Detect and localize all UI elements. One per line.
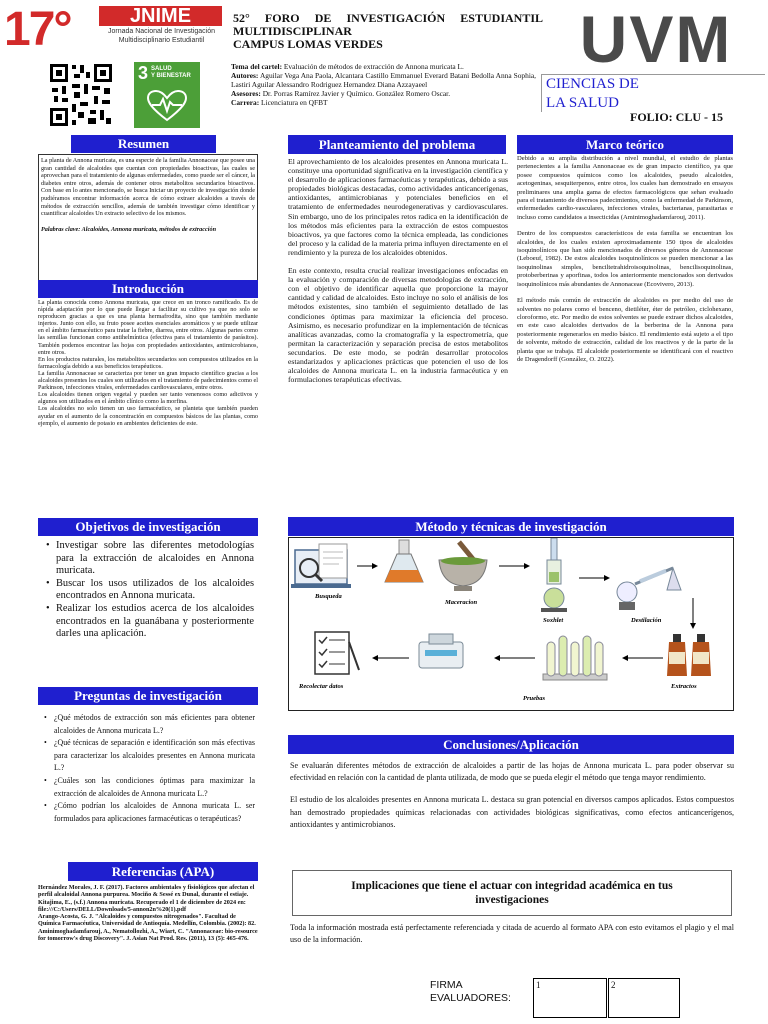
autores-value: Aguilar Vega Ana Paola, Alcantara Castillo Emmanuel Everard Batani Bedolla Anna Sophia, Lastiri Aguilar Alessandro Rodriguez Hernandez Diana Azzayaeel [231, 71, 536, 89]
step-label: Soxhlet [543, 617, 564, 624]
lab-equipment-icon [419, 634, 463, 668]
marco-body [517, 155, 733, 364]
carrera-value: Licenciatura en QFBT [261, 98, 328, 107]
planteamiento-paragraph: El aprovechamiento de los alcaloides presentes en Annona muricata L. constituye una oportunidad significativa en la investigación científica y el desarrollo de aplicaciones farmacéuticas y terapéuticas, debido a sus propiedades biológicas destacadas, como actividades anticancerígenas, antioxidantes, antimicrobianas y potenciales beneficios en el tratamiento de enfermedades neurodegenerativas y cardiovasculares. Sin embargo, uno de los principales retos radica en la identificación de los métodos más eficientes para la extracción de estos compuestos bioactivos, ya que factores como la técnica empleada, las condiciones del proceso y la calidad de la materia prima influyen directamente en el rendimiento y la pureza de los alcaloides obtenidos. [288, 157, 508, 257]
step-label: Recolectar datos [299, 683, 344, 690]
heartbeat-icon [146, 90, 188, 122]
sdg3-badge [134, 62, 200, 128]
firma-label-2: EVALUADORES: [430, 992, 511, 1004]
preguntas-list [44, 712, 255, 825]
referencias-header: Referencias (APA) [68, 862, 258, 881]
pregunta-item: • ¿Qué métodos de extracción son más eficientes para obtener alcaloides de Annona muricata L.? [44, 712, 255, 737]
jnime-subtitle-1: Jornada Nacional de Investigación [107, 28, 215, 35]
sdg-label-2: Y BIENESTAR [151, 73, 191, 79]
referencias-list [38, 884, 260, 942]
evaluator-1-signature-box[interactable] [533, 978, 607, 1018]
carrera-row [231, 98, 536, 107]
autores-label: Autores: [231, 71, 259, 80]
intro-paragraph: La planta conocida como Annona muricata, que crece en un tronco ramificado. Es de rápida adaptación por lo que puede llegar a facilitar su cultivo ya que no solo se reproducen gracias a que es una planta hermafrodita, sino que también mediante injertos. Junto con ello, su fruto posee aceites esenciales aromáticos y se puede utilizar en el ámbito farmacéutico para tratar la fiebre, diarrea, entre otros. Algunas partes como las semillas funcionan como antihelmíntica (efectiva para el tratamiento de parásitos). También podemos encontrar las hojas con propiedades antioxidantes, antimicrobianos, entre otros. [38, 299, 258, 356]
marco-header: Marco teórico [517, 135, 733, 154]
planteamiento-paragraph: En este contexto, resulta crucial realizar investigaciones enfocadas en la evaluación y comparación de diversas metodologías de extracción, con el objetivo de identificar aquella que proporcione la mayor cantidad y calidad de alcaloides. Esto incluye no solo el análisis de los métodos existentes, sino también el seguimiento detallado de las condiciones óptimas para maximizar la eficiencia del proceso. Asimismo, es necesario profundizar en la implementación de técnicas analíticas avanzadas, como la cromatografía y la espectrometría, que permitan la caracterización y separación precisa de estos metabolitos secundarios. De este modo, se podrán desarrollar protocolos estandarizados y aplicaciones prácticas que potencien el uso de los alcaloides de Annona muricata L. en la industria farmacéutica y en formulaciones terapéuticas efectivas. [288, 266, 508, 385]
evaluator-2-signature-box[interactable] [608, 978, 680, 1018]
integridad-box [292, 870, 732, 916]
marco-paragraph: El método más común de extracción de alcaloides es por medio del uso de solventes no polares como el benceno, dietiléter, éter de petróleo, ciclohexano, cloroformo, etc. Por medio de estos solventes se puede extraer dichos alcaloides, en este caso alcaloides derivados de la berberina de la Annona para posteriormente regenerarlos en medio básico. El rendimiento está sujeto a el tipo de solvente, método de extracción, calidad de los reactivos y de la parte de la planta que se trabaja. El alcaloide posteriormente se identificará con el reactivo de Dragendorff (González, O. 2022). [517, 297, 733, 363]
integridad-title: Implicaciones que tiene el actuar con integridad académica en tus investigaciones [351, 880, 673, 906]
conclusion-paragraph: El estudio de los alcaloides presentes en Annona muricata L. destaca su gran potencial en diversos campos aplicados. Estos compuestos han demostrado propiedades químicas relacionadas con actividades biológicas significativas, como efectos anticancerígenos, antioxidantes y antimicrobianos. [290, 795, 734, 829]
planteamiento-header: Planteamiento del problema [288, 135, 506, 154]
area-line-2: LA SALUD [546, 95, 619, 111]
extract-bottles-icon [667, 634, 711, 676]
edition-number: 17° [4, 3, 71, 56]
flask-icon [385, 540, 423, 582]
carrera-label: Carrera: [231, 98, 260, 107]
area-box [541, 74, 765, 112]
firma-label [430, 979, 511, 1005]
referencia-item: Arango-Acosta, G. J. "Alcaloides y compuestos nitrogenados". Facultad de Química Farmacéutica, Universidad de Antioquía. Medellín, Colombia. (2002): 82. [38, 913, 256, 928]
asesores-row [231, 89, 536, 98]
step-label: Extractos [671, 683, 697, 690]
conclusiones-body [290, 760, 734, 831]
metodo-header: Método y técnicas de investigación [288, 517, 734, 536]
sdg-label-1: SALUD [151, 66, 172, 72]
objetivo-item: • Investigar sobre las diferentes metodologías para la extracción de alcaloides en Annona muricata. [46, 540, 254, 578]
pregunta-item: • ¿Cómo podrían los alcaloides de Annona muricata L. ser formulados para aplicaciones farmacéuticas o terapéuticas? [44, 800, 255, 825]
intro-paragraph: Los alcaloides no solo tienen un uso farmacéutico, se planteta que también pueden ayudar en el aumento de la concentración en compuestos básicos de las plantas, como ejemplo, el aumento de potasio en ambientes deficientes de este. [38, 405, 258, 427]
integridad-body: Toda la información mostrada está perfectamente referenciada y citada de acuerdo al formato APA con esto evitamos el plagio y el mal uso de la información. [290, 923, 734, 944]
referencia-item: Kitajima, E., (s.f.) Annona muricata. Recuperado el 1 de diciembre de 2024 en: file:///C:/Users/DELL/Downloads/5-annon2n%20(1).pdf [38, 898, 246, 913]
referencia-item: Aminimoghadamfarouj, A., Nematollozhi, A., Wiart, C. "Annonaceae: bio-resource for tomorrow's drug Discovery". J. Asian Nat Prod. Res. (2011), 13 (5): 465-476. [38, 927, 258, 943]
jnime-logo [4, 3, 224, 58]
forum-title-line2: MULTIDISCIPLINAR [233, 24, 352, 38]
sdg-number: 3 [138, 63, 149, 83]
marco-paragraph: Dentro de los compuestos característicos de esta familia se encuentran los alcaloides, de los cuales existen aproximadamente 150 tipos de alcaloides isoquinolínicos que han sido mencionados de diversos géneros de Annonaceae (Leboeuf, 1982). De estos alcaloides isoquinolínicos se pueden mencionar a las isoquinolinas simples, benciltetrahidroisoquinolinas, bencilisoquinolinas, protoberberinas y aporfinas, todos los anteriormente mencionados son derivados isoquinolínicos más abundantes de Annonaceae (Ecovivero, 2013). [517, 230, 733, 288]
tema-label: Tema del cartel: [231, 62, 283, 71]
planteamiento-body [288, 157, 508, 384]
autores-row [231, 71, 536, 89]
intro-paragraph: Los alcaloides tienen origen vegetal y pueden ser tanto venenosos como adictivos y algunos son utilizados en el ámbito clínico como la morfina. [38, 391, 258, 406]
introduccion-body [38, 299, 258, 427]
objetivos-list [46, 540, 254, 641]
checklist-icon [315, 632, 359, 674]
resumen-body: La planta de Annona muricata, es una especie de la familia Annonaceae que posee una gran cantidad de alcaloides que cuentan con propiedades bioactivas, las cuales se aprovechan para el tratamiento de algunas enfermedades, como puede ser el cáncer, la diabetes entre otros, además de contener otros metabolitos secundarios bioactivos. Con base en lo antes mencionado, se busca Iniciar un proyecto de investigación donde pudiéramos encontrar información acerca de cómo extraer alcaloides a través de métodos de extracción sencillos, además de también investigar cómo identificar y cuantificar alcaloides Un extracto selectivo de los mismos. [41, 157, 255, 218]
objetivo-item: • Realizar los estudios acerca de los alcaloides encontrados en la guanábana y posteriormente darles una aplicación. [46, 603, 254, 641]
search-laptop-icon [291, 544, 351, 588]
forum-title-line1: 52° FORO DE INVESTIGACIÓN ESTUDIANTIL [233, 11, 543, 25]
area-line-1: CIENCIAS DE [546, 76, 639, 92]
jnime-subtitle-2: Multidisciplinario Estudiantil [118, 37, 205, 44]
uvm-logo: UVM [579, 2, 733, 76]
preguntas-header: Preguntas de investigación [38, 687, 258, 705]
asesores-label: Asesores: [231, 89, 261, 98]
tema-value: Evaluación de métodos de extracción de Annona muricata L. [283, 62, 464, 71]
conclusiones-header: Conclusiones/Aplicación [288, 735, 734, 754]
objetivos-header: Objetivos de investigación [38, 518, 258, 536]
pregunta-item: • ¿Cuáles son las condiciones óptimas para maximizar la extracción de alcaloides de Annona muricata L.? [44, 775, 255, 800]
resumen-keywords: Palabras clave: Alcaloides, Annona muricata, métodos de extracción [41, 225, 217, 233]
mortar-pestle-icon [439, 542, 487, 591]
test-tubes-icon [543, 636, 607, 680]
qr-code [48, 62, 114, 128]
marco-paragraph: Debido a su amplia distribución a nivel mundial, el estudio de plantas pertenecientes a la familia Annonaceae es de gran impacto científico, ya que posee compuestos químicos como los alcaloides, pseudo alcaloides, acetogeninas, sesquiterpenos, entre otros, los cuales han demostrado en ensayos preliminares una amplia gama de efectos farmacológicos que sehan evaluado para el tratamiento de diversos padecimientos, como la enfermedad de Parkinson, enfermedades cardio-vasculares, infecciones virales, bacterianas, parasitarias e incluso como candidatos a insecticidas (Aminimoghadamfarouj, 2011). [517, 155, 733, 221]
jnime-wordmark: JNIME [99, 6, 222, 26]
step-label: Pruebas [523, 695, 546, 702]
referencia-item: Hernández Morales, J. F. (2017). Factores ambientales y fisiológicos que afectan el perfil alcaloidal Annona purpurea. Mociño & Sessé ex Dunal, durante el estiaje. [38, 884, 255, 899]
resumen-header: Resumen [71, 135, 216, 153]
introduccion-header: Introducción [38, 280, 258, 298]
poster-metadata [231, 62, 536, 107]
conclusion-paragraph: Se evaluarán diferentes métodos de extracción de alcaloides a partir de las hojas de Annona muricata L. para poder observar su efectividad en relación con la cantidad de planta utilizada, de modo que se pueda elegir el método que tenga mayor rendimiento. [290, 761, 734, 783]
tema-row [231, 62, 536, 71]
step-label: Maceracion [445, 599, 478, 606]
soxhlet-apparatus-icon [541, 538, 567, 612]
folio: FOLIO: CLU - 15 [630, 110, 723, 124]
metodo-diagram [288, 537, 734, 711]
forum-title-line3: CAMPUS LOMAS VERDES [233, 37, 383, 51]
step-label: Destilación [631, 617, 662, 624]
asesores-value: Dr. Porras Ramírez Javier y Químico. González Romero Oscar. [262, 89, 451, 98]
firma-label-1: FIRMA [430, 979, 463, 991]
distillation-icon [617, 568, 681, 610]
forum-title [233, 12, 543, 51]
box-number: 2 [611, 980, 616, 990]
intro-paragraph: La familia Annonaceae se caracteriza por tener un gran impacto científico gracias a los alcaloides presentes los cuales son utilizados en el tratamiento de padecimientos como el Parkinson, infecciones virales, enfermedades cardiovasculares, entre otros. [38, 369, 258, 392]
pregunta-item: • ¿Qué técnicas de separación e identificación son más efectivas para caracterizar los alcaloides presentes en Annona muricata L.? [44, 737, 255, 775]
resumen-panel [38, 154, 258, 282]
objetivo-item: • Buscar los usos utilizados de los alcaloides encontrados en Annona muricata. [46, 578, 254, 603]
intro-paragraph: En los productos naturales, los metabolitos secundarios son compuestos utilizados en la farmacología debido a sus beneficios terapéuticos. [38, 355, 258, 370]
step-label: Busqueda [315, 593, 342, 600]
box-number: 1 [536, 980, 541, 990]
method-flow-svg [289, 538, 733, 710]
